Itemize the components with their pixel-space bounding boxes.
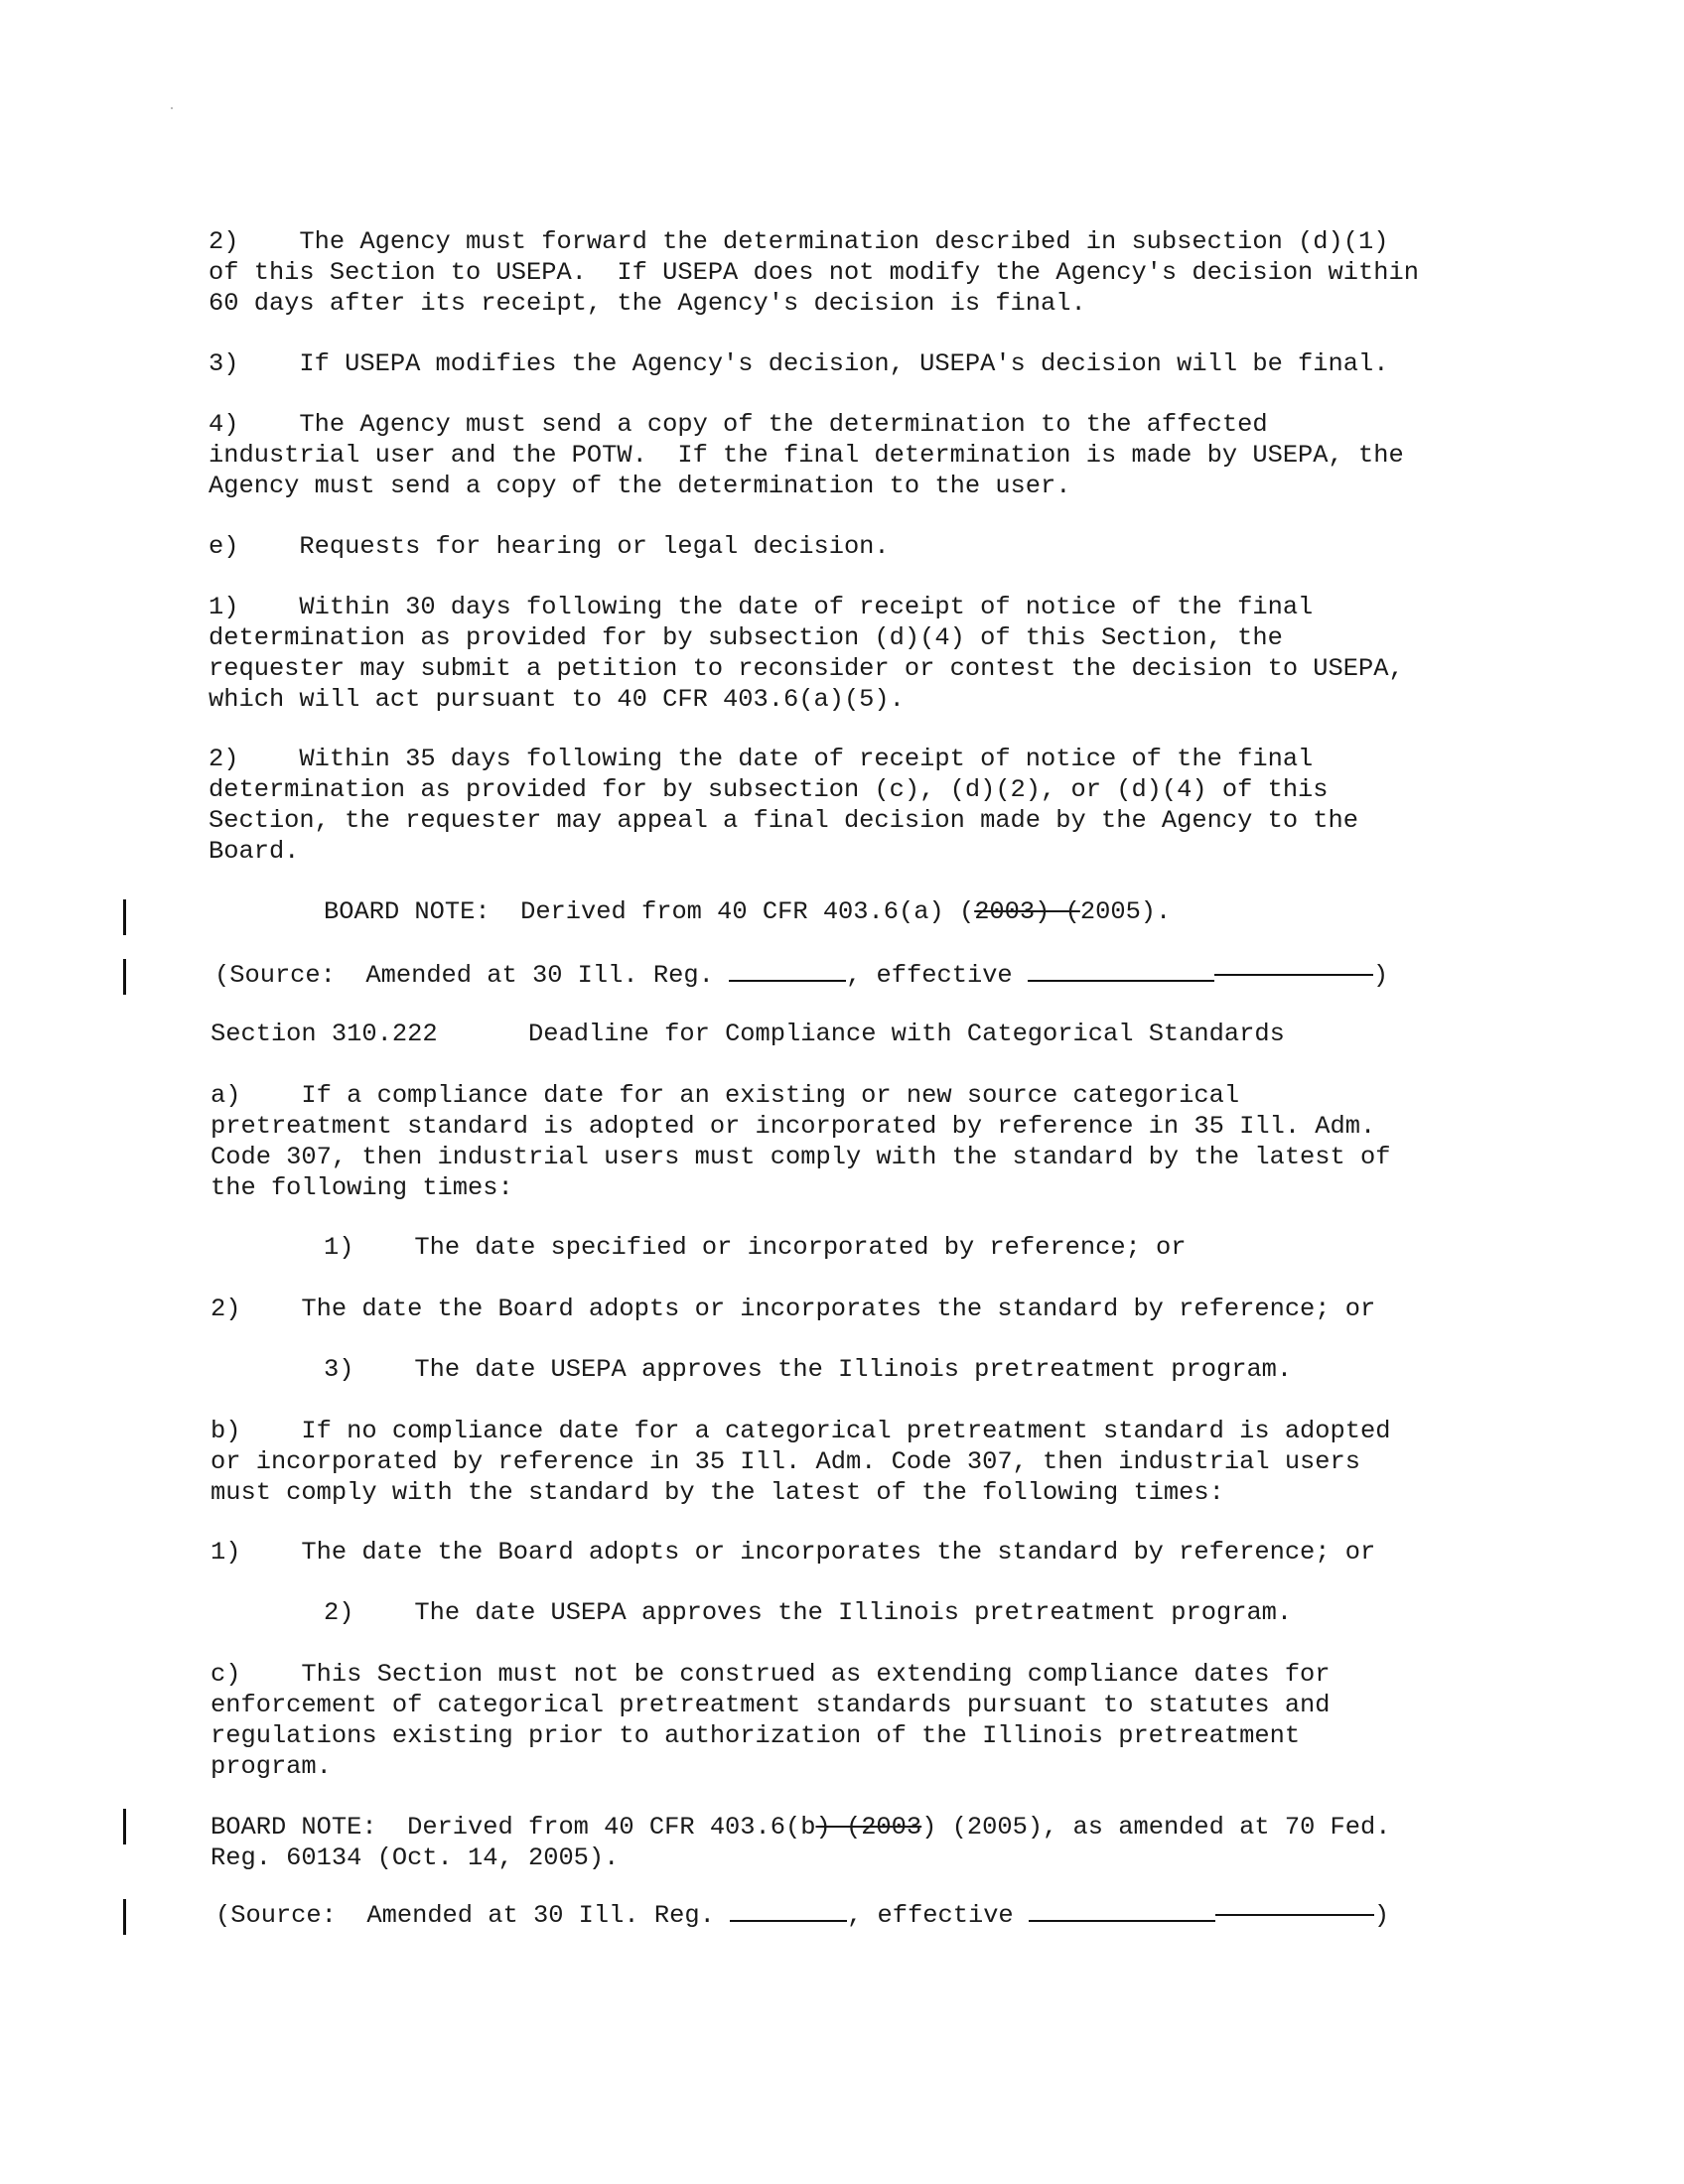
line: 4) The Agency must send a copy of the determination to the affected (209, 410, 1268, 439)
section-heading (210, 1019, 1541, 1049)
blank-line (819, 1898, 847, 1922)
line: 3) If USEPA modifies the Agency's decision, USEPA's decision will be final. (209, 349, 1389, 378)
line: 1) The date specified or incorporated by reference; or (324, 1233, 1187, 1262)
paragraph-d3 (209, 348, 1539, 379)
change-bar (123, 899, 126, 935)
section-number: Section 310.222 (210, 1020, 438, 1048)
source-note-2 (215, 1898, 1546, 1931)
struck-text: ) (2003 (815, 1813, 922, 1842)
change-bar (123, 1899, 126, 1935)
source-text: , effective (846, 961, 1028, 990)
line: 3) The date USEPA approves the Illinois pretreatment program. (324, 1355, 1293, 1384)
paragraph-a2 (210, 1294, 1541, 1324)
paragraph-a (210, 1080, 1541, 1203)
line: must comply with the standard by the latest of the following times: (210, 1478, 1224, 1507)
paragraph-d4 (209, 409, 1539, 501)
line: the following times: (210, 1173, 513, 1202)
line: regulations existing prior to authorization of the Illinois pretreatment (210, 1721, 1301, 1750)
paragraph-e2 (209, 744, 1539, 867)
line: e) Requests for hearing or legal decision. (209, 532, 890, 561)
line: 2) Within 35 days following the date of receipt of notice of the final (209, 745, 1314, 773)
line: 2) The date USEPA approves the Illinois pretreatment program. (324, 1598, 1293, 1627)
change-bar (123, 959, 126, 995)
paragraph-b1 (210, 1537, 1541, 1568)
paragraph-b2 (324, 1597, 1654, 1628)
paragraph-d2 (209, 226, 1539, 319)
struck-blank (1214, 960, 1373, 982)
paragraph-b (210, 1416, 1541, 1508)
note-text: Reg. 60134 (Oct. 14, 2005). (210, 1843, 620, 1872)
section-title: Deadline for Compliance with Categorical Standards (527, 1020, 1285, 1048)
note-text: 2005). (1079, 897, 1172, 926)
paragraph-e (209, 531, 1539, 562)
change-bar (123, 1809, 126, 1844)
source-note-1 (214, 958, 1545, 991)
line: Board. (209, 837, 300, 866)
note-text: ) (2005), as amended at 70 Fed. (921, 1813, 1391, 1842)
line: which will act pursuant to 40 CFR 403.6(a)(5). (209, 685, 905, 714)
struck-text: 2003) ( (974, 897, 1080, 926)
line: 1) Within 30 days following the date of receipt of notice of the final (209, 593, 1314, 621)
line: 1) The date the Board adopts or incorporates the standard by reference; or (210, 1538, 1376, 1567)
paragraph-a3 (324, 1354, 1654, 1385)
line: determination as provided for by subsection (c), (d)(2), or (d)(4) of this (209, 775, 1329, 804)
paragraph-e1 (209, 592, 1539, 715)
source-text: (Source: Amended at 30 Ill. Reg. (215, 1901, 731, 1930)
blank-line (1029, 1898, 1215, 1922)
line: enforcement of categorical pretreatment standards pursuant to statutes and (210, 1691, 1331, 1719)
blank-line (730, 1898, 819, 1922)
line: 2) The Agency must forward the determination described in subsection (d)(1) (209, 227, 1389, 256)
line: pretreatment standard is adopted or incorporated by reference in 35 Ill. Adm. (210, 1112, 1376, 1141)
blank-line (729, 958, 818, 982)
line: Section, the requester may appeal a final decision made by the Agency to the (209, 806, 1359, 835)
board-note-1 (324, 896, 1654, 927)
paragraph-c (210, 1659, 1541, 1782)
line: c) This Section must not be construed as extending compliance dates for (210, 1660, 1331, 1689)
source-text: ) (1372, 961, 1389, 990)
line: of this Section to USEPA. If USEPA does not modify the Agency's decision within (209, 258, 1419, 287)
note-text: BOARD NOTE: Derived from 40 CFR 403.6(a) ( (324, 897, 975, 926)
source-text: (Source: Amended at 30 Ill. Reg. (214, 961, 730, 990)
note-text: BOARD NOTE: Derived from 40 CFR 403.6(b (210, 1813, 816, 1842)
line: Agency must send a copy of the determination to the user. (209, 472, 1071, 500)
paragraph-a1 (324, 1232, 1654, 1263)
line: or incorporated by reference in 35 Ill. Adm. Code 307, then industrial users (210, 1447, 1361, 1476)
board-note-2 (210, 1812, 1541, 1873)
blank-line (1028, 958, 1214, 982)
line: a) If a compliance date for an existing or new source categorical (210, 1081, 1240, 1110)
scan-speck (171, 107, 173, 109)
line: 60 days after its receipt, the Agency's decision is final. (209, 289, 1086, 318)
line: industrial user and the POTW. If the final determination is made by USEPA, the (209, 441, 1404, 470)
line: b) If no compliance date for a categorical pretreatment standard is adopted (210, 1417, 1391, 1445)
blank-line (818, 958, 846, 982)
line: 2) The date the Board adopts or incorporates the standard by reference; or (210, 1295, 1376, 1323)
line: program. (210, 1752, 332, 1781)
line: Code 307, then industrial users must comply with the standard by the latest of (210, 1143, 1391, 1171)
source-text: ) (1373, 1901, 1390, 1930)
line: requester may submit a petition to reconsider or contest the decision to USEPA, (209, 654, 1404, 683)
line: determination as provided for by subsection (d)(4) of this Section, the (209, 623, 1283, 652)
source-text: , effective (847, 1901, 1029, 1930)
struck-blank (1215, 1900, 1374, 1922)
